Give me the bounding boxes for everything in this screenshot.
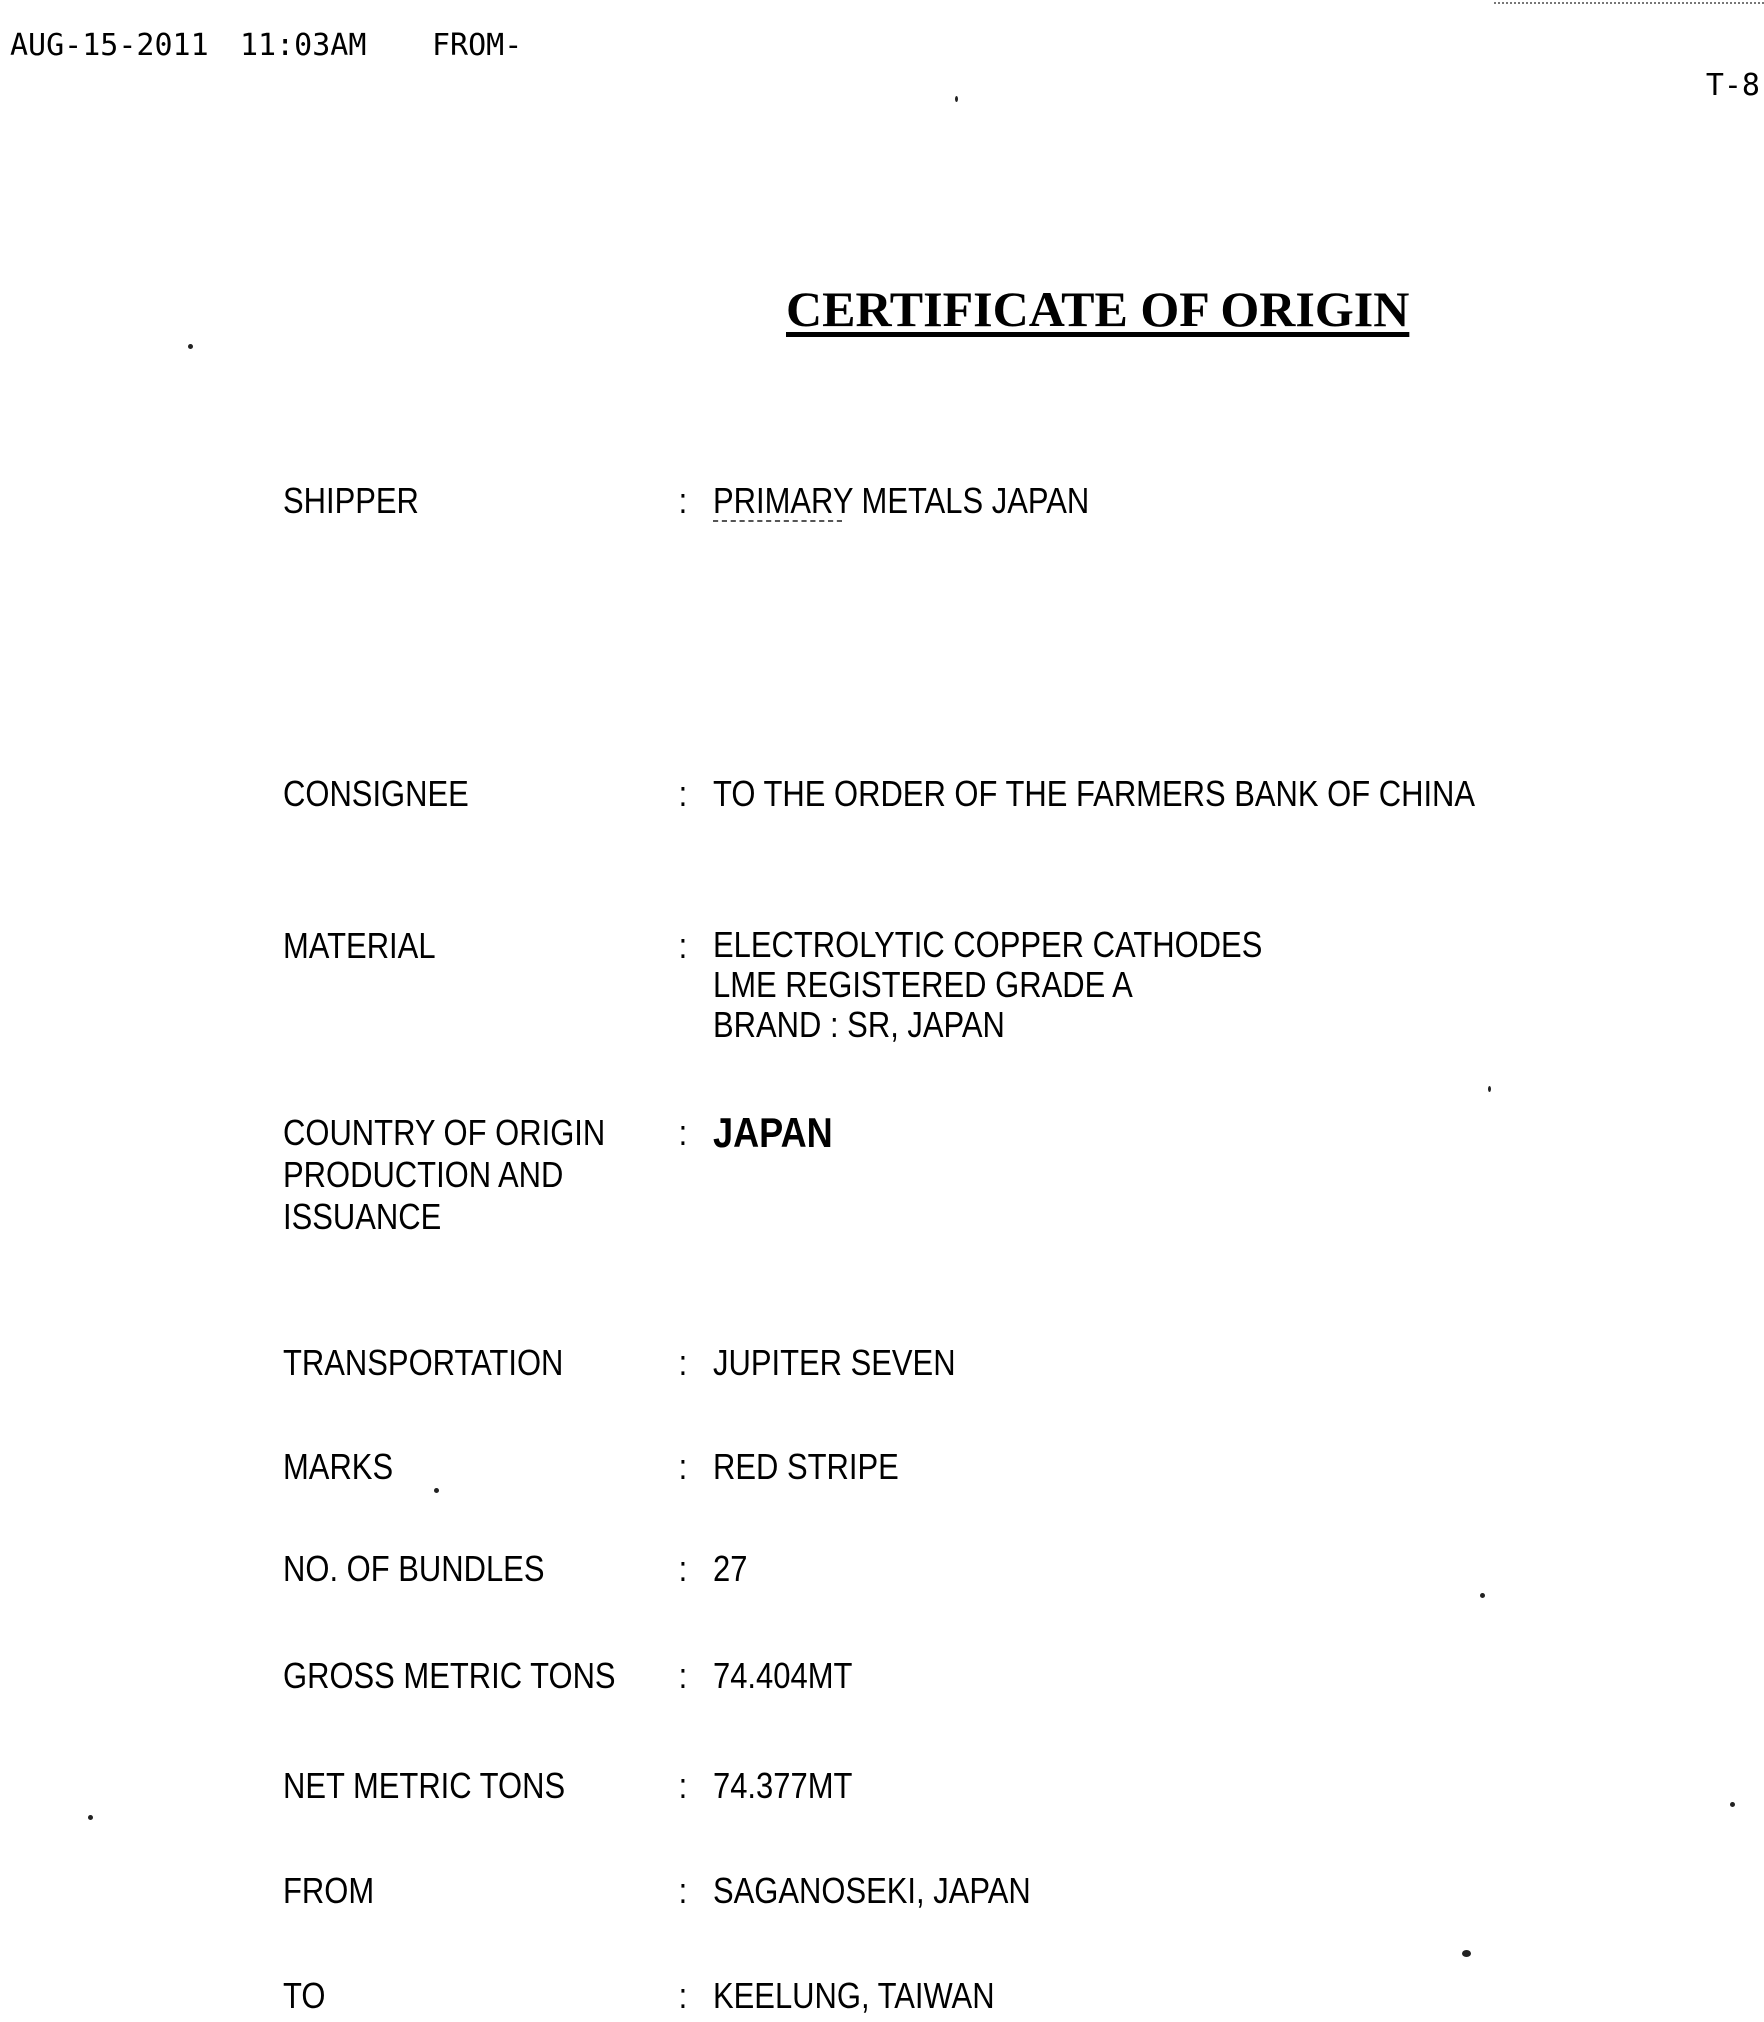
country-of-origin-label: COUNTRY OF ORIGIN PRODUCTION AND ISSUANCE (283, 1112, 606, 1237)
scan-speck (955, 96, 958, 102)
shipper-underscore (713, 520, 842, 522)
country-of-origin-colon: : (678, 1112, 688, 1153)
transportation-colon: : (678, 1342, 688, 1383)
shipper-value: PRIMARY METALS JAPAN (713, 480, 1090, 521)
scan-speck (188, 344, 193, 349)
to-colon: : (678, 1975, 688, 2016)
consignee-colon: : (678, 773, 688, 814)
fax-page-code: T-8 (1705, 68, 1760, 103)
transportation-label: TRANSPORTATION (283, 1342, 564, 1383)
consignee-value: TO THE ORDER OF THE FARMERS BANK OF CHINA (713, 773, 1476, 814)
fax-from: FROM- (432, 28, 523, 63)
fax-time: 11:03AM (240, 28, 367, 63)
from-label: FROM (283, 1870, 375, 1911)
fax-date: AUG-15-2011 (10, 28, 209, 63)
scan-speck (88, 1815, 93, 1820)
shipper-colon: : (678, 480, 688, 521)
bundles-value: 27 (713, 1548, 748, 1589)
scan-speck (1488, 1086, 1491, 1092)
scan-speck (1462, 1950, 1471, 1957)
marks-colon: : (678, 1446, 688, 1487)
gross-value: 74.404MT (713, 1655, 853, 1696)
bundles-colon: : (678, 1548, 688, 1589)
from-colon: : (678, 1870, 688, 1911)
material-label: MATERIAL (283, 925, 436, 966)
shipper-label: SHIPPER (283, 480, 419, 521)
scan-speck (434, 1488, 439, 1493)
material-colon: : (678, 925, 688, 966)
bundles-label: NO. OF BUNDLES (283, 1548, 545, 1589)
marks-label: MARKS (283, 1446, 394, 1487)
gross-colon: : (678, 1655, 688, 1696)
to-label: TO (283, 1975, 326, 2016)
certificate-title: CERTIFICATE OF ORIGIN (786, 281, 1410, 337)
transportation-value: JUPITER SEVEN (713, 1342, 956, 1383)
country-of-origin-value: JAPAN (713, 1109, 833, 1156)
marks-value: RED STRIPE (713, 1446, 899, 1487)
gross-label: GROSS METRIC TONS (283, 1655, 616, 1696)
from-value: SAGANOSEKI, JAPAN (713, 1870, 1031, 1911)
net-value: 74.377MT (713, 1765, 853, 1806)
net-label: NET METRIC TONS (283, 1765, 566, 1806)
net-colon: : (678, 1765, 688, 1806)
to-value: KEELUNG, TAIWAN (713, 1975, 995, 2016)
scan-speck (1730, 1802, 1735, 1807)
material-value: ELECTROLYTIC COPPER CATHODES LME REGISTERED GRADE A BRAND : SR, JAPAN (713, 924, 1263, 1045)
fax-top-dotted-rule (1494, 2, 1764, 4)
consignee-label: CONSIGNEE (283, 773, 469, 814)
scan-speck (1480, 1593, 1485, 1598)
